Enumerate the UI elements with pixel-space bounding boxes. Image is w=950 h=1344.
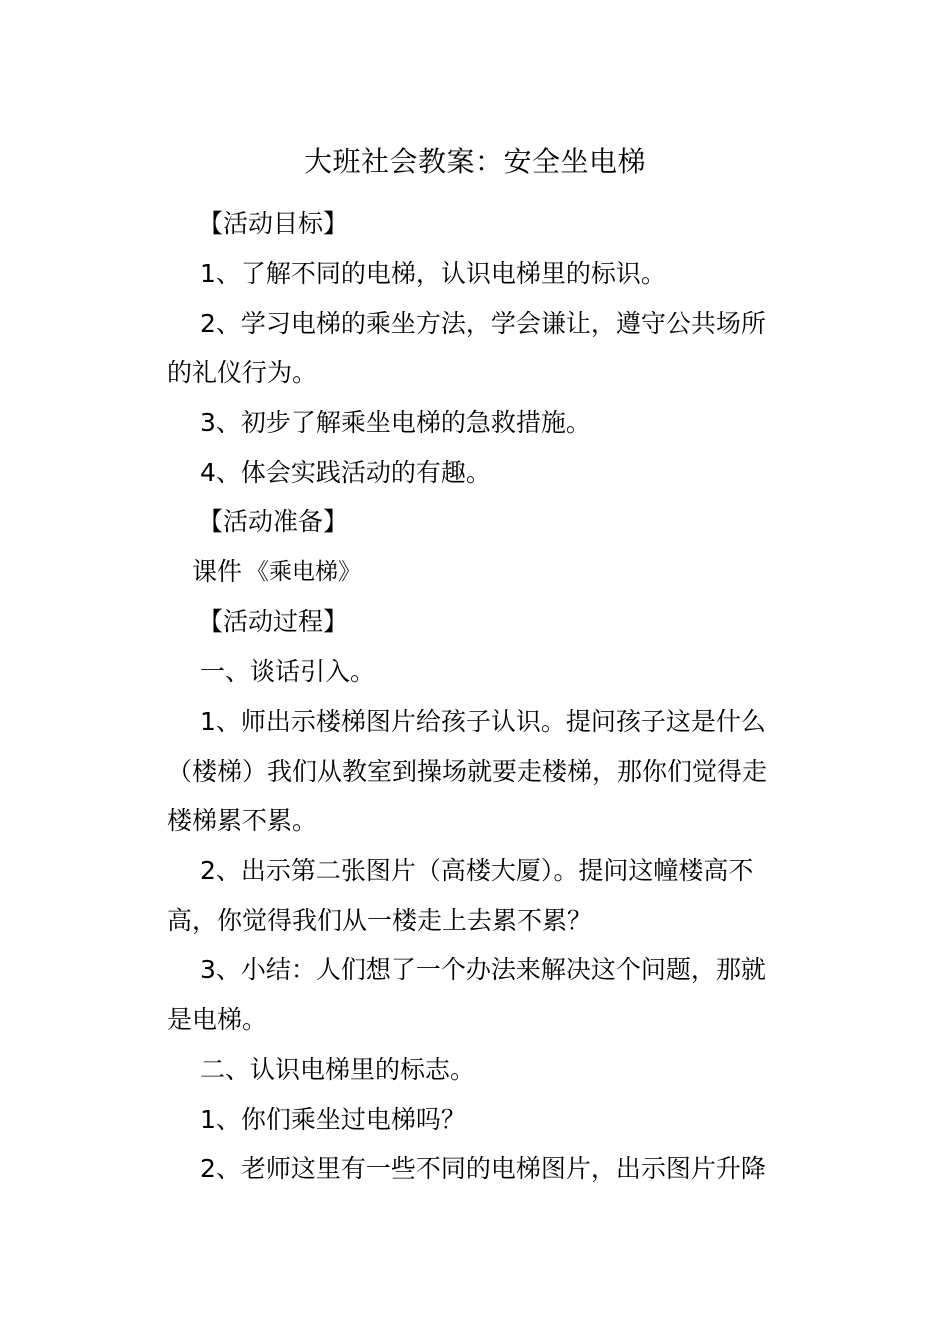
preparation-courseware: 《乘电梯》 bbox=[246, 559, 361, 585]
process-item-3-continued: 是电梯。 bbox=[167, 1005, 268, 1034]
process-item-2: 2、出示第二张图片（高楼大厦）。提问这幢楼高不 bbox=[200, 856, 754, 885]
goal-item-3: 3、初步了解乘坐电梯的急救措施。 bbox=[200, 408, 591, 437]
process-step-two-item-2: 2、老师这里有一些不同的电梯图片，出示图片升降 bbox=[200, 1154, 766, 1183]
process-item-1-continued: （楼梯）我们从教室到操场就要走楼梯，那你们觉得走 bbox=[167, 757, 768, 786]
goal-item-2: 2、学习电梯的乘坐方法，学会谦让，遵守公共场所 bbox=[200, 309, 766, 338]
preparation-label: 课件 bbox=[192, 557, 243, 586]
section-heading-preparation: 【活动准备】 bbox=[198, 507, 349, 536]
goal-item-1: 1、了解不同的电梯，认识电梯里的标识。 bbox=[200, 259, 666, 288]
document-title: 大班社会教案：安全坐电梯 bbox=[303, 145, 646, 178]
process-step-one: 一、谈话引入。 bbox=[200, 657, 376, 686]
process-item-2-continued: 高，你觉得我们从一楼走上去累不累？ bbox=[167, 906, 593, 935]
process-item-3: 3、小结：人们想了一个办法来解决这个问题，那就 bbox=[200, 955, 766, 984]
process-item-1-end: 楼梯累不累。 bbox=[167, 806, 318, 835]
process-item-1: 1、师出示楼梯图片给孩子认识。提问孩子这是什么 bbox=[200, 707, 766, 736]
process-step-two-item-1: 1、你们乘坐过电梯吗？ bbox=[200, 1105, 466, 1134]
goal-item-2-continued: 的礼仪行为。 bbox=[167, 358, 318, 387]
process-step-two: 二、认识电梯里的标志。 bbox=[200, 1055, 476, 1084]
goal-item-4: 4、体会实践活动的有趣。 bbox=[200, 458, 491, 487]
section-heading-process: 【活动过程】 bbox=[198, 607, 349, 636]
section-heading-goals: 【活动目标】 bbox=[198, 209, 349, 238]
